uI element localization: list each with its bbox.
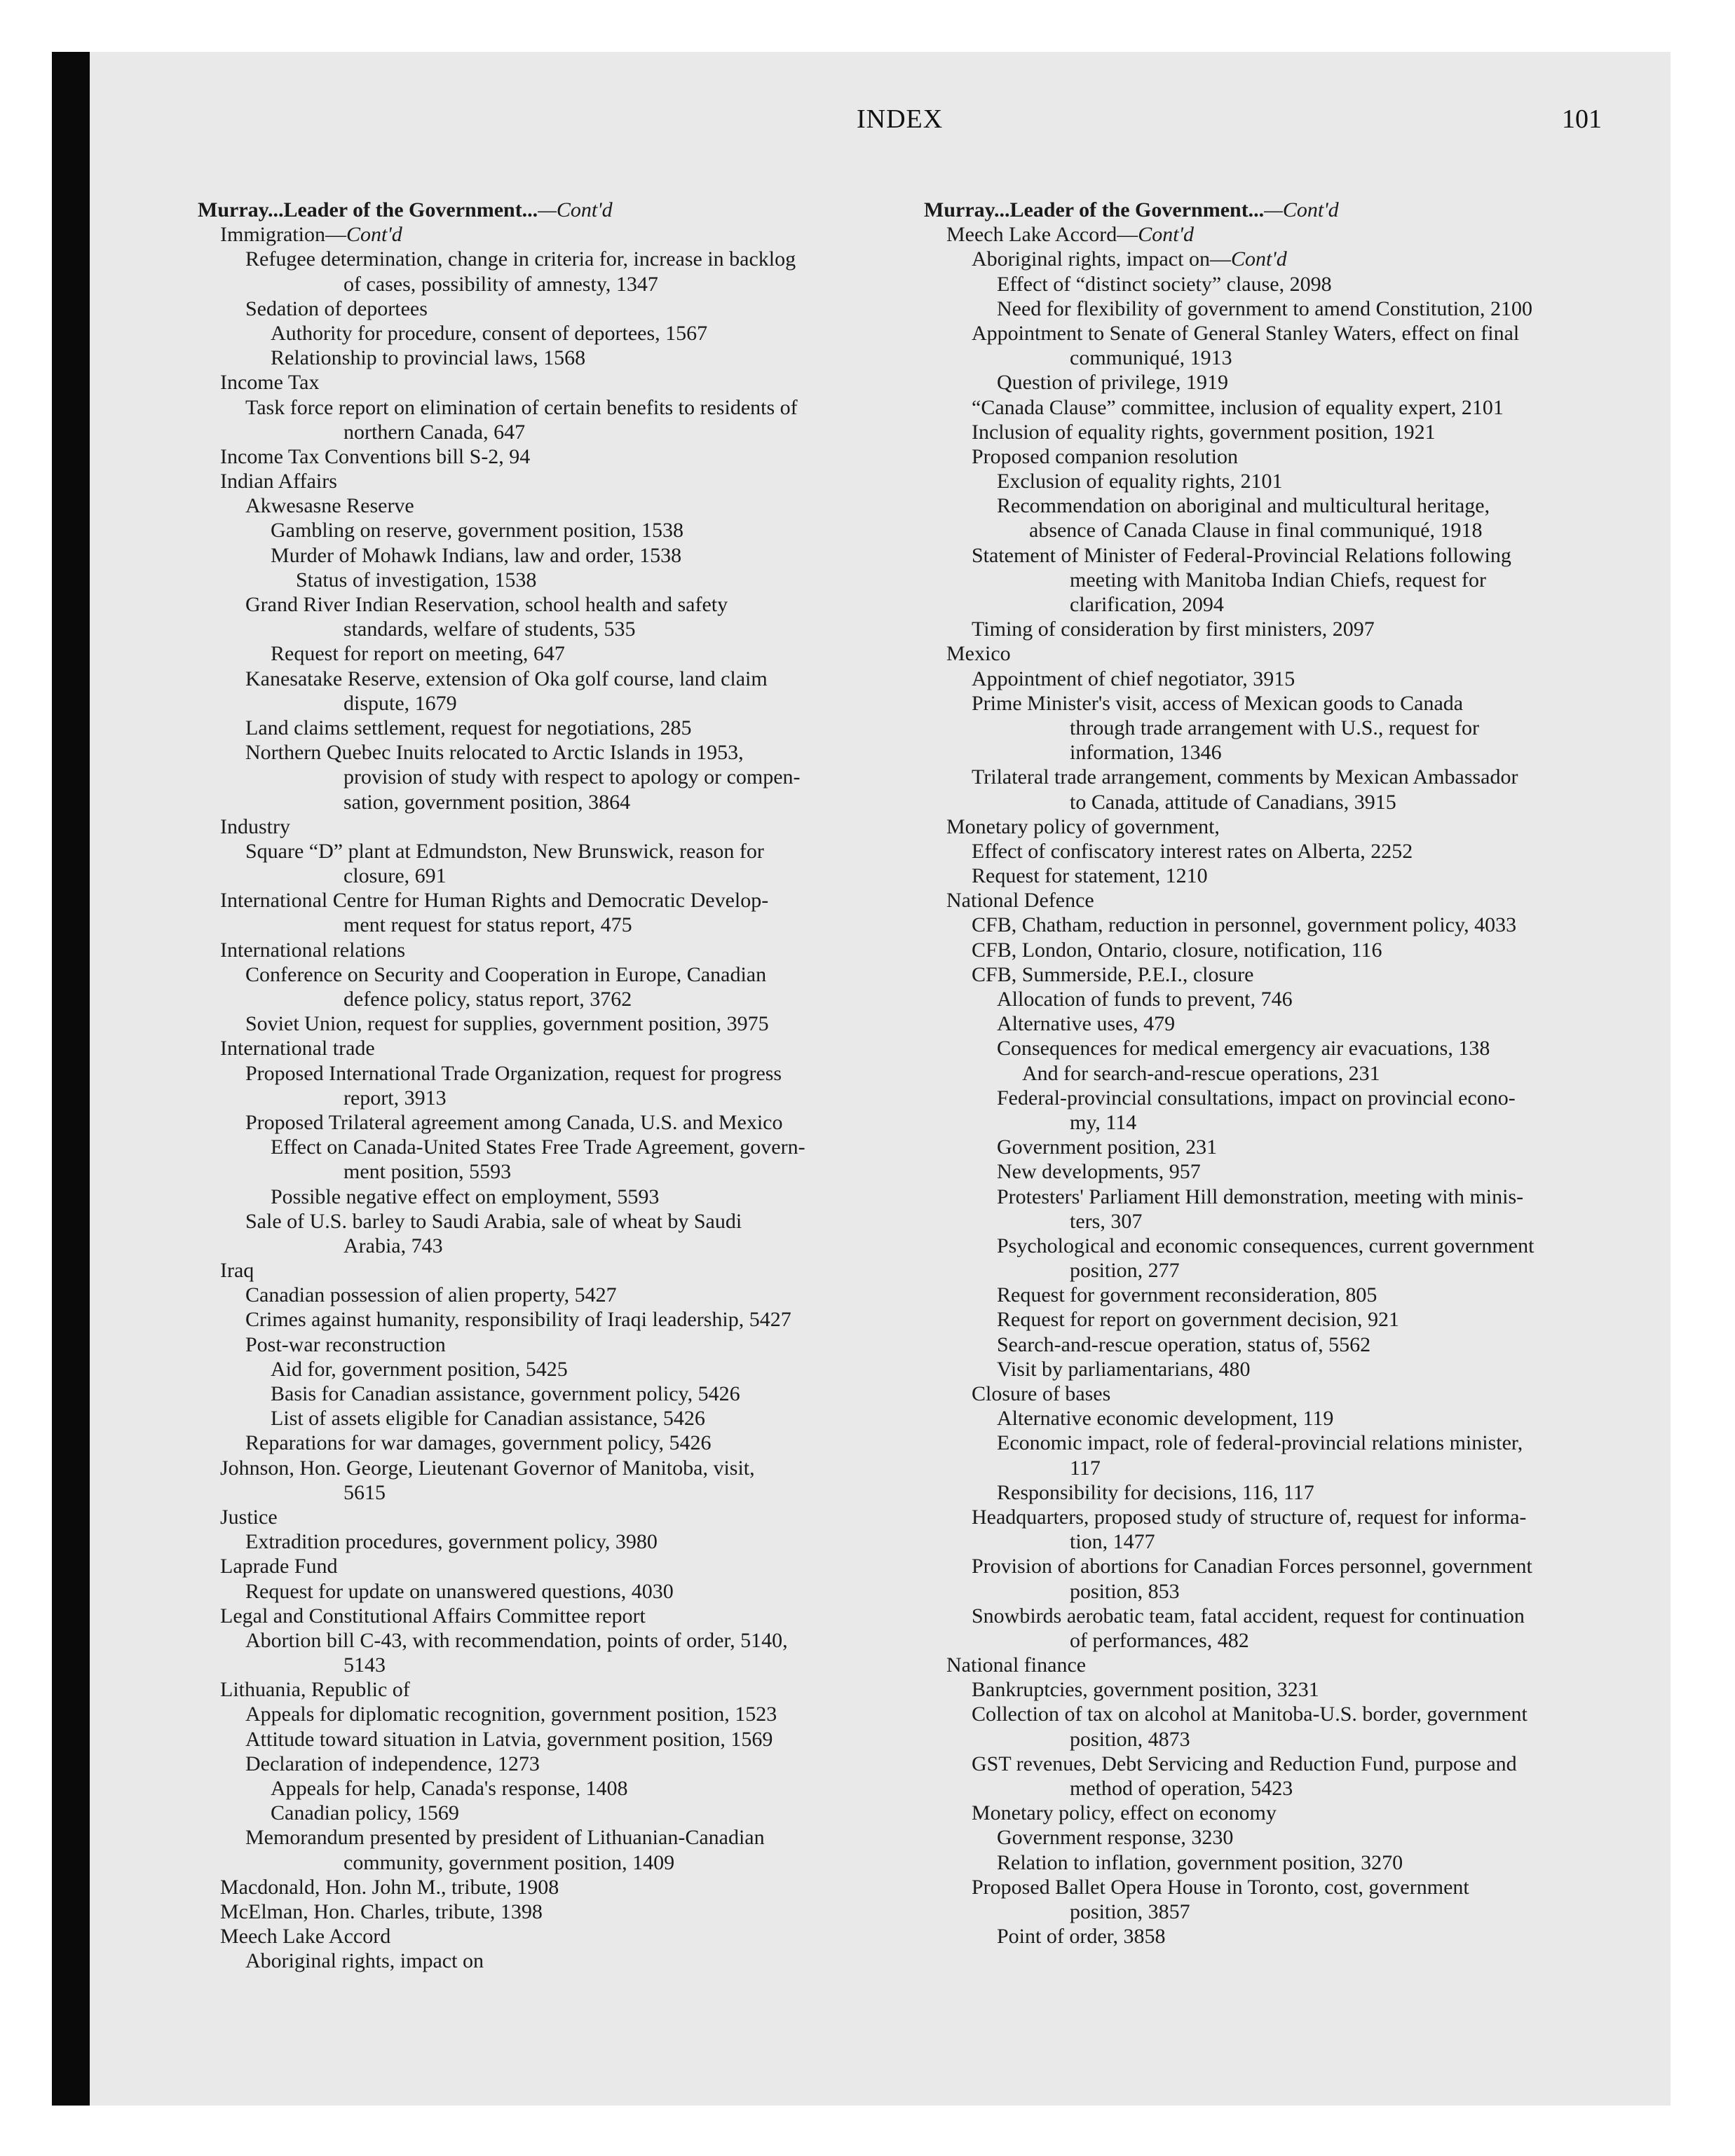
index-entry: Status of investigation, 1538: [296, 568, 537, 592]
index-entry: through trade arrangement with U.S., request for: [1070, 716, 1479, 739]
index-entry: Possible negative effect on employment, 5593: [271, 1185, 660, 1208]
index-entry: Grand River Indian Reservation, school health and safety: [245, 593, 728, 616]
index-entry: to Canada, attitude of Canadians, 3915: [1070, 790, 1396, 814]
index-entry: Request for report on government decision, 921: [997, 1308, 1400, 1332]
index-entry: Meech Lake Accord: [220, 1925, 391, 1949]
index-column-left: [198, 198, 892, 1974]
index-entry: Prime Minister's visit, access of Mexican goods to Canada: [972, 691, 1464, 715]
index-entry: Memorandum presented by president of Lithuanian-Canadian: [245, 1826, 765, 1850]
index-entry: Income Tax: [220, 371, 320, 395]
index-entry: Headquarters, proposed study of structure of, request for informa-: [972, 1505, 1527, 1529]
index-entry: [924, 247, 1618, 271]
index-entry: Abortion bill C-43, with recommendation, points of order, 5140,: [245, 1628, 788, 1652]
index-entry: Recommendation on aboriginal and multicultural heritage,: [997, 494, 1490, 518]
index-entry: International Centre for Human Rights and Democratic Develop-: [220, 889, 769, 913]
index-entry: report, 3913: [343, 1086, 447, 1110]
index-entry: Crimes against humanity, responsibility of Iraqi leadership, 5427: [245, 1308, 791, 1332]
index-entry: Soviet Union, request for supplies, government position, 3975: [245, 1012, 769, 1036]
index-entry: Aboriginal rights, impact on: [245, 1949, 484, 1973]
index-entry: Sedation of deportees: [245, 296, 428, 320]
index-entry: Canadian policy, 1569: [271, 1801, 459, 1825]
index-entry: Visit by parliamentarians, 480: [997, 1357, 1251, 1381]
index-entry: Mexico: [946, 642, 1011, 666]
index-entry: Provision of abortions for Canadian Forces personnel, government: [972, 1555, 1532, 1578]
index-entry: my, 114: [1070, 1110, 1137, 1134]
index-entry: ters, 307: [1070, 1209, 1143, 1233]
index-entry: CFB, London, Ontario, closure, notification, 116: [972, 938, 1382, 962]
index-entry: Northern Quebec Inuits relocated to Arctic Islands in 1953,: [245, 741, 744, 765]
index-entry: Task force report on elimination of certain benefits to residents of: [245, 395, 798, 419]
index-entry: Trilateral trade arrangement, comments by Mexican Ambassador: [972, 765, 1518, 789]
scan-edge: [52, 52, 90, 2106]
index-entry: 117: [1070, 1456, 1101, 1480]
index-entry: Proposed Ballet Opera House in Toronto, cost, government: [972, 1875, 1469, 1899]
index-entry: 5143: [343, 1653, 386, 1677]
heading-text: Murray...Leader of the Government...: [198, 198, 538, 221]
index-entry: absence of Canada Clause in final communiqué, 1918: [1029, 519, 1483, 543]
index-entry: Statement of Minister of Federal-Provincial Relations following: [972, 543, 1511, 567]
index-entry: List of assets eligible for Canadian assistance, 5426: [271, 1407, 705, 1431]
index-entry: of cases, possibility of amnesty, 1347: [343, 272, 658, 296]
index-entry: Effect on Canada-United States Free Trade Agreement, govern-: [271, 1135, 805, 1159]
index-entry: Indian Affairs: [220, 470, 337, 493]
index-entry: Reparations for war damages, government policy, 5426: [245, 1431, 712, 1455]
index-entry: Square “D” plant at Edmundston, New Brunswick, reason for: [245, 839, 764, 863]
index-entries: [198, 222, 892, 1973]
index-entry: Appointment of chief negotiator, 3915: [972, 667, 1295, 690]
index-entry: Closure of bases: [972, 1382, 1111, 1405]
index-entry: Murder of Mohawk Indians, law and order, 1538: [271, 543, 682, 567]
index-entry: Income Tax Conventions bill S-2, 94: [220, 444, 531, 468]
continued-marker: Cont'd: [1138, 223, 1194, 247]
index-entry: Point of order, 3858: [997, 1925, 1166, 1949]
entry-text: Aboriginal rights, impact on—: [972, 247, 1231, 271]
index-entry: provision of study with respect to apology or compen-: [343, 765, 801, 789]
index-entry: Iraq: [220, 1259, 254, 1283]
index-entry: community, government position, 1409: [343, 1850, 675, 1874]
index-entry: Consequences for medical emergency air evacuations, 138: [997, 1037, 1490, 1060]
index-entry: Proposed companion resolution: [972, 444, 1238, 468]
index-entry: Government position, 231: [997, 1135, 1218, 1159]
index-entry: [198, 222, 892, 247]
index-entry: Conference on Security and Cooperation in Europe, Canadian: [245, 962, 767, 986]
index-entry: Request for update on unanswered questions, 4030: [245, 1579, 674, 1603]
index-entry: position, 277: [1070, 1259, 1180, 1283]
index-entry: Allocation of funds to prevent, 746: [997, 988, 1293, 1011]
index-entry: Snowbirds aerobatic team, fatal accident, request for continuation: [972, 1604, 1525, 1628]
index-entry: Appeals for diplomatic recognition, government position, 1523: [245, 1703, 777, 1726]
index-entry: Effect of confiscatory interest rates on Alberta, 2252: [972, 839, 1413, 863]
index-entry: Question of privilege, 1919: [997, 371, 1228, 395]
page-number: 101: [1562, 104, 1602, 134]
index-entry: Justice: [220, 1505, 278, 1529]
index-entry: CFB, Summerside, P.E.I., closure: [972, 962, 1254, 986]
index-entry: Arabia, 743: [343, 1234, 443, 1257]
heading-text: Murray...Leader of the Government...: [924, 198, 1265, 221]
index-entry: Request for statement, 1210: [972, 864, 1208, 888]
index-entry: Relation to inflation, government position, 3270: [997, 1850, 1403, 1874]
index-entry: Proposed International Trade Organization, request for progress: [245, 1061, 782, 1085]
index-entry: National Defence: [946, 889, 1094, 913]
index-entry: Proposed Trilateral agreement among Canada, U.S. and Mexico: [245, 1110, 783, 1134]
index-entry: Collection of tax on alcohol at Manitoba-U.S. border, government: [972, 1703, 1528, 1726]
index-entry: position, 3857: [1070, 1899, 1190, 1923]
index-entry: Request for government reconsideration, 805: [997, 1283, 1377, 1307]
index-entry: Akwesasne Reserve: [245, 494, 414, 518]
index-entry: [924, 222, 1618, 247]
index-entry: Appeals for help, Canada's response, 1408: [271, 1777, 628, 1800]
index-entry: defence policy, status report, 3762: [343, 988, 632, 1011]
index-entry: Economic impact, role of federal-provincial relations minister,: [997, 1431, 1523, 1455]
index-entry: standards, welfare of students, 535: [343, 618, 636, 641]
index-entry: Appointment to Senate of General Stanley Waters, effect on final: [972, 321, 1520, 345]
index-entry: Need for flexibility of government to amend Constitution, 2100: [997, 296, 1533, 320]
index-column-right: [924, 198, 1618, 1949]
entry-text: Immigration—: [220, 223, 346, 247]
index-entry: Monetary policy, effect on economy: [972, 1801, 1277, 1825]
continued-marker: Cont'd: [346, 223, 402, 247]
index-entry: Effect of “distinct society” clause, 2098: [997, 272, 1332, 296]
index-entry: Basis for Canadian assistance, government policy, 5426: [271, 1382, 740, 1405]
index-entry: ment position, 5593: [343, 1160, 512, 1184]
index-entry: Laprade Fund: [220, 1555, 338, 1578]
index-entry: And for search-and-rescue operations, 231: [1022, 1061, 1380, 1085]
index-entry: 5615: [343, 1480, 386, 1504]
index-entry: International trade: [220, 1037, 375, 1060]
index-entry: Alternative uses, 479: [997, 1012, 1176, 1036]
index-entry: Bankruptcies, government position, 3231: [972, 1678, 1319, 1702]
index-entry: Aid for, government position, 5425: [271, 1357, 568, 1381]
index-entry: Declaration of independence, 1273: [245, 1752, 540, 1775]
index-entry: Post-war reconstruction: [245, 1332, 446, 1356]
index-entry: “Canada Clause” committee, inclusion of equality expert, 2101: [972, 395, 1504, 419]
index-entry: Monetary policy of government,: [946, 814, 1220, 838]
column-heading: [924, 198, 1618, 222]
index-entry: International relations: [220, 938, 406, 962]
index-entry: clarification, 2094: [1070, 593, 1224, 616]
index-entry: Timing of consideration by first ministers, 2097: [972, 618, 1375, 641]
index-entry: Search-and-rescue operation, status of, 5562: [997, 1332, 1371, 1356]
index-entry: CFB, Chatham, reduction in personnel, government policy, 4033: [972, 913, 1517, 937]
index-entry: GST revenues, Debt Servicing and Reduction Fund, purpose and: [972, 1752, 1517, 1775]
index-entry: sation, government position, 3864: [343, 790, 631, 814]
index-entry: Johnson, Hon. George, Lieutenant Governor of Manitoba, visit,: [220, 1456, 755, 1480]
index-entry: method of operation, 5423: [1070, 1777, 1293, 1800]
heading-continued: —Cont'd: [538, 198, 613, 221]
page-header-title: INDEX: [857, 104, 944, 134]
continued-marker: Cont'd: [1230, 247, 1287, 271]
index-entry: Protesters' Parliament Hill demonstration, meeting with minis-: [997, 1185, 1524, 1208]
index-entry: tion, 1477: [1070, 1530, 1155, 1554]
index-entry: Gambling on reserve, government position, 1538: [271, 519, 684, 543]
index-entry: Land claims settlement, request for negotiations, 285: [245, 716, 692, 739]
index-entry: Psychological and economic consequences, current government: [997, 1234, 1535, 1257]
index-entry: Federal-provincial consultations, impact on provincial econo-: [997, 1086, 1516, 1110]
index-entry: Lithuania, Republic of: [220, 1678, 410, 1702]
index-entry: Government response, 3230: [997, 1826, 1234, 1850]
index-entries: [924, 222, 1618, 1949]
index-entry: Canadian possession of alien property, 5427: [245, 1283, 617, 1307]
entry-text: Meech Lake Accord—: [946, 223, 1138, 247]
index-entry: closure, 691: [343, 864, 447, 888]
index-entry: Responsibility for decisions, 116, 117: [997, 1480, 1314, 1504]
index-entry: ment request for status report, 475: [343, 913, 632, 937]
index-entry: New developments, 957: [997, 1160, 1201, 1184]
index-entry: Alternative economic development, 119: [997, 1407, 1334, 1431]
index-entry: Attitude toward situation in Latvia, government position, 1569: [245, 1727, 773, 1751]
index-entry: position, 853: [1070, 1579, 1180, 1603]
index-entry: information, 1346: [1070, 741, 1222, 765]
index-entry: Refugee determination, change in criteria for, increase in backlog: [245, 247, 796, 271]
index-entry: position, 4873: [1070, 1727, 1190, 1751]
index-entry: McElman, Hon. Charles, tribute, 1398: [220, 1899, 543, 1923]
index-entry: Authority for procedure, consent of deportees, 1567: [271, 321, 708, 345]
index-entry: of performances, 482: [1070, 1628, 1249, 1652]
index-entry: National finance: [946, 1653, 1087, 1677]
index-entry: meeting with Manitoba Indian Chiefs, request for: [1070, 568, 1487, 592]
index-entry: Industry: [220, 814, 290, 838]
index-entry: dispute, 1679: [343, 691, 457, 715]
index-entry: Exclusion of equality rights, 2101: [997, 470, 1283, 493]
index-entry: Kanesatake Reserve, extension of Oka golf course, land claim: [245, 667, 768, 690]
index-entry: Relationship to provincial laws, 1568: [271, 346, 586, 370]
index-entry: Sale of U.S. barley to Saudi Arabia, sale of wheat by Saudi: [245, 1209, 742, 1233]
index-entry: Legal and Constitutional Affairs Committee report: [220, 1604, 646, 1628]
index-entry: Request for report on meeting, 647: [271, 642, 565, 666]
index-entry: Inclusion of equality rights, government position, 1921: [972, 420, 1436, 444]
index-entry: communiqué, 1913: [1070, 346, 1232, 370]
column-heading: [198, 198, 892, 222]
index-entry: northern Canada, 647: [343, 420, 526, 444]
heading-continued: —Cont'd: [1264, 198, 1339, 221]
index-entry: Extradition procedures, government policy, 3980: [245, 1530, 658, 1554]
index-entry: Macdonald, Hon. John M., tribute, 1908: [220, 1875, 559, 1899]
